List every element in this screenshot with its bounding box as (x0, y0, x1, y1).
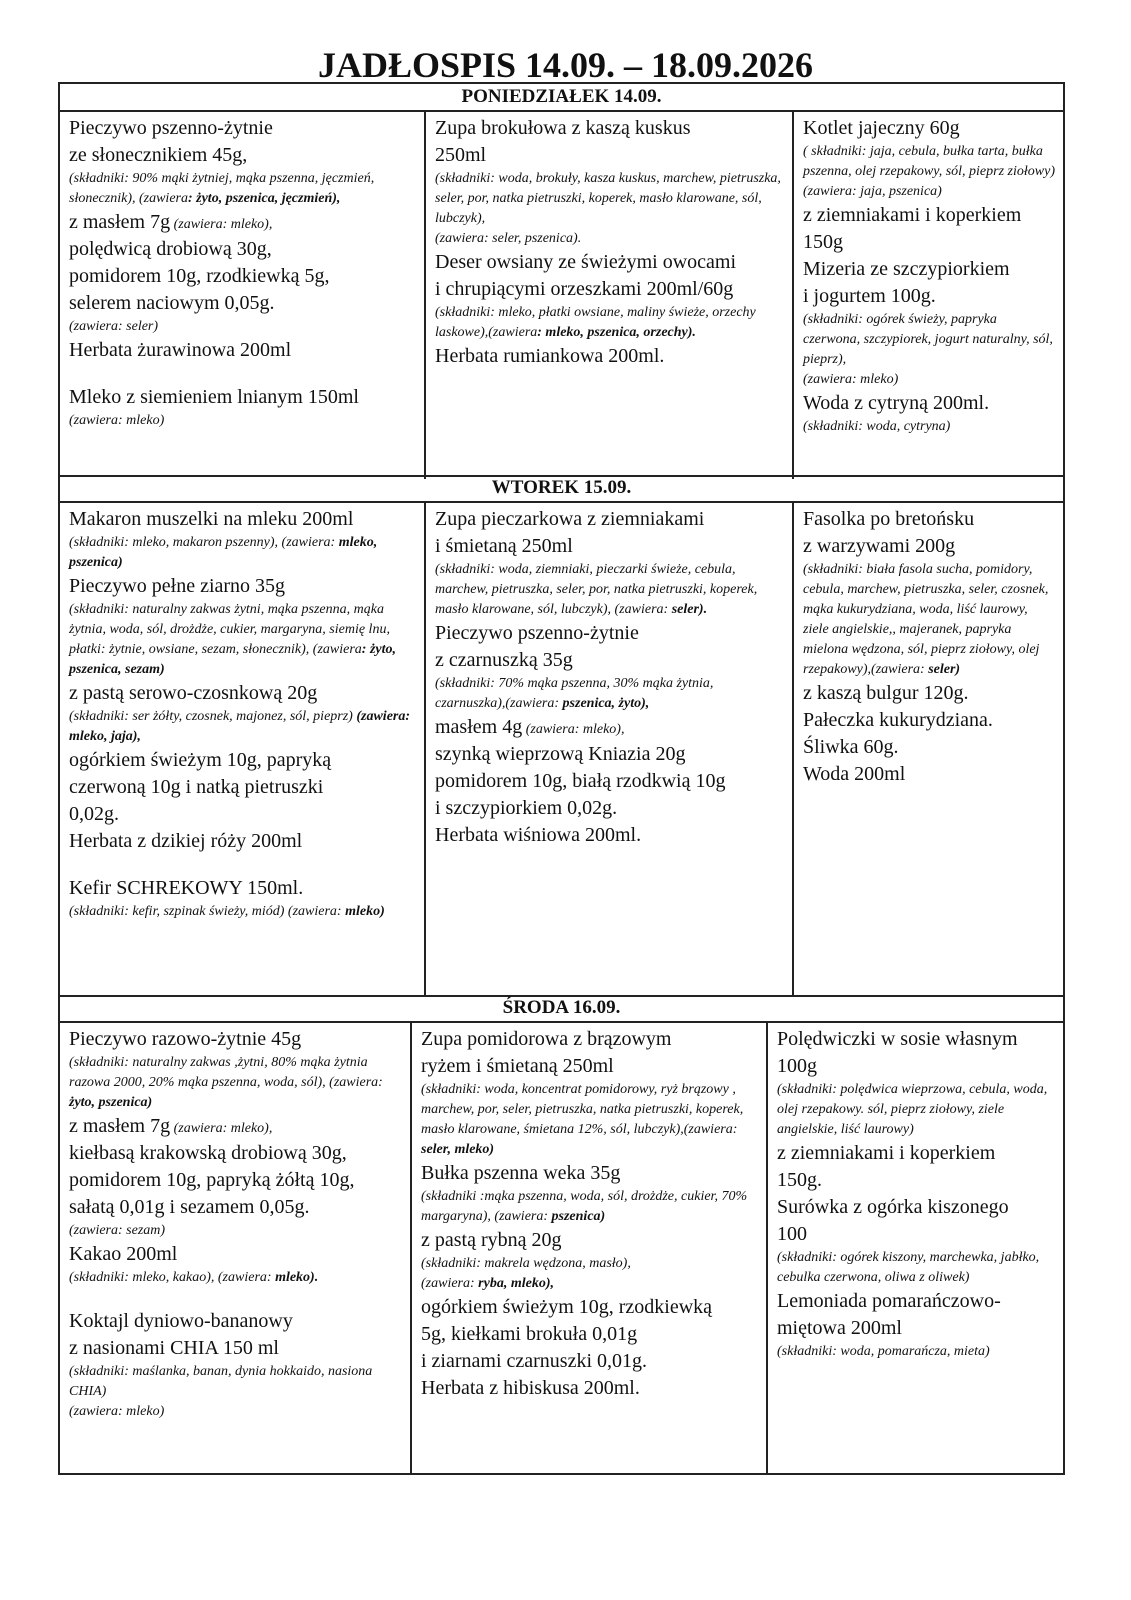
allergens-bold: ryba, mleko), (474, 1276, 554, 1291)
menu-column-lunch (410, 1023, 766, 1475)
ingredients-note (777, 1342, 1055, 1362)
menu-column-dinner (792, 503, 1063, 997)
day-heading: WTOREK 15.09. (60, 475, 1063, 503)
menu-item (435, 714, 784, 741)
menu-item (435, 506, 784, 533)
allergen-note: (zawiera: mleko), (522, 722, 625, 737)
menu-item-text: Pieczywo razowo-żytnie 45g (69, 1028, 302, 1050)
menu-item (69, 263, 416, 290)
menu-item (69, 209, 416, 236)
menu-item-text: polędwicą drobiową 30g, (69, 238, 272, 260)
menu-item-text: miętowa 200ml (777, 1317, 902, 1339)
menu-item (69, 1308, 402, 1335)
menu-item (435, 822, 784, 849)
ingredients-note (803, 417, 1055, 437)
day-block-tuesday (58, 475, 1065, 997)
menu-item (803, 256, 1055, 283)
ingredients-note (421, 1080, 758, 1160)
menu-item (69, 1167, 402, 1194)
menu-item (69, 290, 416, 317)
menu-item-text: z ziemniakami i koperkiem (777, 1142, 996, 1164)
ingredients-note (421, 1254, 758, 1274)
ingredients-note (803, 182, 1055, 202)
menu-item (69, 1335, 402, 1362)
menu-item (421, 1227, 758, 1254)
menu-item-text: Kakao 200ml (69, 1243, 178, 1265)
menu-item (69, 236, 416, 263)
ingredients-text: (składniki: naturalny zakwas żytni, mąka pszenna, mąka żytnia, woda, sól, drożdże, cukier, margaryna, siemię lnu, płatki: żytnie, owsiane, sezam, słonecznik), (zawiera (69, 602, 390, 657)
ingredients-note (803, 370, 1055, 390)
spacer (69, 1288, 402, 1308)
menu-item-text: i szczypiorkiem 0,02g. (435, 797, 618, 819)
allergens-bold: : żyto, pszenica, jęczmień), (187, 191, 341, 206)
ingredients-note (69, 169, 416, 209)
allergens-bold: : żyto, pszenica, sezam) (69, 642, 397, 677)
menu-item (777, 1140, 1055, 1167)
menu-item-text: 5g, kiełkami brokuła 0,01g (421, 1323, 638, 1345)
allergens-bold: pszenica) (548, 1209, 606, 1224)
menu-item-text: Pieczywo pszenno-żytnie (69, 117, 273, 139)
menu-column-lunch (424, 503, 792, 997)
ingredients-note (435, 303, 784, 343)
menu-item-text: Koktajl dyniowo-bananowy (69, 1310, 293, 1332)
menu-item (777, 1194, 1055, 1221)
allergens-bold: (zawiera: mleko, jaja), (69, 709, 411, 744)
menu-item (803, 680, 1055, 707)
ingredients-note (803, 310, 1055, 370)
menu-item (435, 115, 784, 142)
menu-item-text: i chrupiącymi orzeszkami 200ml/60g (435, 278, 734, 300)
menu-item (435, 768, 784, 795)
allergens-bold: mleko) (341, 904, 385, 919)
ingredients-note (69, 1402, 402, 1422)
menu-column-breakfast (60, 1023, 410, 1475)
day-block-monday (58, 82, 1065, 477)
menu-item-text: 100 (777, 1223, 807, 1245)
ingredients-text: (składniki: ogórek świeży, papryka czerwona, szczypiorek, jogurt naturalny, sól, pieprz), (803, 312, 1053, 367)
menu-item-text: 250ml (435, 144, 487, 166)
ingredients-note (803, 560, 1055, 680)
menu-item-text: Deser owsiany ze świeżymi owocami (435, 251, 737, 273)
menu-item-text: z ziemniakami i koperkiem (803, 204, 1022, 226)
menu-item-text: Herbata wiśniowa 200ml. (435, 824, 642, 846)
menu-item-text: ogórkiem świeżym 10g, rzodkiewką (421, 1296, 713, 1318)
ingredients-text: (składniki: maślanka, banan, dynia hokkaido, nasiona CHIA) (69, 1364, 373, 1399)
menu-item (421, 1053, 758, 1080)
menu-item (69, 1026, 402, 1053)
menu-item-text: czerwoną 10g i natką pietruszki (69, 776, 324, 798)
ingredients-text: (składniki: naturalny zakwas ,żytni, 80% mąka żytnia razowa 2000, 20% mąka pszenna, woda, sól), (zawiera: (69, 1055, 383, 1090)
ingredients-text: ( składniki: jaja, cebula, bułka tarta, bułka pszenna, olej rzepakowy, sól, pieprz ziołowy) (803, 144, 1055, 179)
menu-item-text: Pałeczka kukurydziana. (803, 709, 993, 731)
menu-item (777, 1288, 1055, 1315)
menu-item-text: kiełbasą krakowską drobiową 30g, (69, 1142, 347, 1164)
menu-item-text: Makaron muszelki na mleku 200ml (69, 508, 354, 530)
ingredients-text: (zawiera: mleko) (69, 1404, 165, 1419)
menu-item-text: z masłem 7g (69, 1115, 171, 1137)
menu-item (69, 142, 416, 169)
menu-item (803, 533, 1055, 560)
menu-item-text: Mleko z siemieniem lnianym 150ml (69, 386, 359, 408)
menu-item (421, 1348, 758, 1375)
menu-item (421, 1294, 758, 1321)
menu-item-text: i ziarnami czarnuszki 0,01g. (421, 1350, 648, 1372)
menu-item (435, 533, 784, 560)
spacer (69, 855, 416, 875)
ingredients-note (435, 229, 784, 249)
menu-item (69, 1140, 402, 1167)
menu-item (803, 707, 1055, 734)
day-block-wednesday (58, 995, 1065, 1475)
ingredients-text: (zawiera: mleko) (803, 372, 899, 387)
menu-item (69, 747, 416, 774)
ingredients-text: (składniki: mleko, płatki owsiane, maliny świeże, orzechy laskowe),(zawiera (435, 305, 756, 340)
ingredients-text: (składniki: woda, koncentrat pomidorowy, ryż brązowy , marchew, por, seler, pietruszka, natka pietruszki, koperek, masło klarowane, śmietana 12%, sól, lubczyk),(zawiera: (421, 1082, 744, 1137)
menu-column-dinner (766, 1023, 1063, 1475)
ingredients-text: (zawiera: sezam) (69, 1223, 166, 1238)
menu-item (777, 1167, 1055, 1194)
allergen-note: (zawiera: mleko), (170, 217, 273, 232)
menu-item (777, 1026, 1055, 1053)
menu-item (777, 1315, 1055, 1342)
menu-item-text: i jogurtem 100g. (803, 285, 936, 307)
menu-item (69, 680, 416, 707)
menu-item (435, 249, 784, 276)
menu-item-text: masłem 4g (435, 716, 523, 738)
menu-item-text: Pieczywo pełne ziarno 35g (69, 575, 286, 597)
menu-item-text: Lemoniada pomarańczowo- (777, 1290, 1001, 1312)
menu-item-text: Zupa brokułowa z kaszą kuskus (435, 117, 691, 139)
ingredients-note (435, 560, 784, 620)
menu-column-breakfast (60, 503, 424, 997)
allergens-bold: żyto, pszenica) (69, 1095, 153, 1110)
menu-item-text: 0,02g. (69, 803, 119, 825)
menu-item (69, 384, 416, 411)
menu-item-text: z pastą rybną 20g (421, 1229, 562, 1251)
spacer (69, 364, 416, 384)
allergens-bold: mleko). (271, 1270, 319, 1285)
menu-item-text: Herbata rumiankowa 200ml. (435, 345, 665, 367)
ingredients-note (69, 533, 416, 573)
menu-item (421, 1375, 758, 1402)
menu-item-text: 100g (777, 1055, 817, 1077)
menu-item (803, 506, 1055, 533)
menu-item-text: szynką wieprzową Kniazia 20g (435, 743, 686, 765)
menu-item-text: ze słonecznikiem 45g, (69, 144, 248, 166)
menu-item-text: 150g. (777, 1169, 822, 1191)
menu-item (803, 229, 1055, 256)
menu-item (69, 506, 416, 533)
menu-item-text: Mizeria ze szczypiorkiem (803, 258, 1010, 280)
menu-item (803, 734, 1055, 761)
ingredients-note (69, 902, 416, 922)
menu-item-text: Zupa pomidorowa z brązowym (421, 1028, 672, 1050)
menu-item (435, 741, 784, 768)
menu-item-text: pomidorem 10g, papryką żółtą 10g, (69, 1169, 355, 1191)
menu-column-breakfast (60, 112, 424, 479)
menu-item (69, 1241, 402, 1268)
menu-item-text: pomidorem 10g, rzodkiewką 5g, (69, 265, 330, 287)
ingredients-text: (składniki: mleko, kakao), (zawiera: (69, 1270, 272, 1285)
ingredients-note (421, 1274, 758, 1294)
menu-item-text: Surówka z ogórka kiszonego (777, 1196, 1009, 1218)
ingredients-note (435, 169, 784, 229)
menu-item (69, 774, 416, 801)
menu-column-dinner (792, 112, 1063, 479)
ingredients-text: (zawiera: seler, pszenica). (435, 231, 582, 246)
menu-item-text: Herbata z dzikiej róży 200ml (69, 830, 303, 852)
allergens-bold: seler) (924, 662, 961, 677)
menu-item-text: z warzywami 200g (803, 535, 956, 557)
ingredients-note (421, 1187, 758, 1227)
menu-item-text: pomidorem 10g, białą rzodkwią 10g (435, 770, 726, 792)
allergen-note: (zawiera: mleko), (170, 1121, 273, 1136)
ingredients-note (435, 674, 784, 714)
ingredients-text: (zawiera: jaja, pszenica) (803, 184, 942, 199)
ingredients-text: (składniki: woda, ziemniaki, pieczarki świeże, cebula, marchew, pietruszka, seler, por, natka pietruszki, koperek, masło klarowane, sól, lubczyk), (zawiera: (435, 562, 758, 617)
ingredients-note (69, 1053, 402, 1113)
ingredients-text: (składniki: mleko, makaron pszenny), (zawiera: (69, 535, 336, 550)
menu-item-text: Kefir SCHREKOWY 150ml. (69, 877, 304, 899)
menu-item (803, 202, 1055, 229)
menu-column-lunch (424, 112, 792, 479)
day-heading: ŚRODA 16.09. (60, 995, 1063, 1023)
menu-item-text: Herbata z hibiskusa 200ml. (421, 1377, 640, 1399)
menu-item (69, 801, 416, 828)
ingredients-text: (zawiera: mleko) (69, 413, 165, 428)
menu-item (435, 276, 784, 303)
allergens-bold: seler, mleko) (421, 1142, 495, 1157)
menu-item-text: Pieczywo pszenno-żytnie (435, 622, 639, 644)
menu-item (777, 1221, 1055, 1248)
ingredients-text: (składniki: biała fasola sucha, pomidory, cebula, marchew, pietruszka, seler, czosnek, mąka kukurydziana, woda, liść laurowy, ziele angielskie,, majeranek, papryka mielona wędzona, sól, pieprz ziołowy, olej rzepakowy),(zawiera: (803, 562, 1049, 677)
menu-item-text: Woda 200ml (803, 763, 906, 785)
ingredients-text: (składniki: polędwica wieprzowa, cebula, woda, olej rzepakowy. sól, pieprz ziołowy, ziele angielskie, liść laurowy) (777, 1082, 1048, 1137)
ingredients-text: (składniki: woda, cytryna) (803, 419, 951, 434)
menu-item (69, 337, 416, 364)
menu-item-text: Polędwiczki w sosie własnym (777, 1028, 1018, 1050)
ingredients-note (69, 1268, 402, 1288)
menu-item (803, 390, 1055, 417)
ingredients-note (777, 1080, 1055, 1140)
menu-item (421, 1026, 758, 1053)
day-heading: PONIEDZIAŁEK 14.09. (60, 84, 1063, 112)
ingredients-note (69, 707, 416, 747)
ingredients-text: (zawiera: (421, 1276, 475, 1291)
menu-item (69, 1194, 402, 1221)
ingredients-text: (składniki: woda, pomarańcza, mieta) (777, 1344, 990, 1359)
menu-item-text: ogórkiem świeżym 10g, papryką (69, 749, 332, 771)
menu-item-text: Śliwka 60g. (803, 736, 899, 758)
menu-item (435, 795, 784, 822)
menu-item (69, 1113, 402, 1140)
menu-item (69, 115, 416, 142)
menu-item (803, 283, 1055, 310)
menu-item-text: selerem naciowym 0,05g. (69, 292, 275, 314)
ingredients-note (803, 142, 1055, 182)
menu-title: JADŁOSPIS 14.09. – 18.09.2026 (317, 45, 814, 85)
ingredients-text: (składniki :mąka pszenna, woda, sól, drożdże, cukier, 70% margaryna), (zawiera: (421, 1189, 748, 1224)
menu-item-text: Herbata żurawinowa 200ml (69, 339, 292, 361)
ingredients-text: (składniki: 90% mąki żytniej, mąka pszenna, jęczmień, słonecznik), (zawiera (69, 171, 375, 206)
menu-item-text: 150g (803, 231, 843, 253)
ingredients-note (69, 1362, 402, 1402)
ingredients-note (69, 411, 416, 431)
menu-item (69, 875, 416, 902)
ingredients-note (69, 317, 416, 337)
ingredients-note (69, 600, 416, 680)
menu-item-text: Bułka pszenna weka 35g (421, 1162, 621, 1184)
menu-item-text: ryżem i śmietaną 250ml (421, 1055, 614, 1077)
ingredients-text: (składniki: 70% mąka pszenna, 30% mąka żytnia, czarnuszka),(zawiera: (435, 676, 714, 711)
menu-item-text: i śmietaną 250ml (435, 535, 573, 557)
menu-item-text: Fasolka po bretońsku (803, 508, 975, 530)
ingredients-text: (zawiera: seler) (69, 319, 159, 334)
menu-item (69, 828, 416, 855)
menu-item-text: z kaszą bulgur 120g. (803, 682, 969, 704)
menu-item (435, 343, 784, 370)
menu-item-text: sałatą 0,01g i sezamem 0,05g. (69, 1196, 310, 1218)
ingredients-text: (składniki: ogórek kiszony, marchewka, jabłko, cebulka czerwona, oliwa z oliwek) (777, 1250, 1040, 1285)
menu-item (435, 620, 784, 647)
ingredients-text: (składniki: woda, brokuły, kasza kuskus, marchew, pietruszka, seler, por, natka pietruszki, koperek, masło klarowane, sól, lubczyk), (435, 171, 781, 226)
menu-item (435, 142, 784, 169)
ingredients-text: (składniki: ser żółty, czosnek, majonez, sól, pieprz) (69, 709, 353, 724)
allergens-bold: : mleko, pszenica, orzechy). (537, 325, 696, 340)
ingredients-note (777, 1248, 1055, 1288)
menu-item (803, 761, 1055, 788)
menu-item-text: z nasionami CHIA 150 ml (69, 1337, 279, 1359)
menu-item-text: z pastą serowo-czosnkową 20g (69, 682, 318, 704)
menu-item (777, 1053, 1055, 1080)
ingredients-text: (składniki: kefir, szpinak świeży, miód) (zawiera: (69, 904, 342, 919)
ingredients-text: (składniki: makrela wędzona, masło), (421, 1256, 631, 1271)
menu-item-text: z czarnuszką 35g (435, 649, 573, 671)
menu-item-text: z masłem 7g (69, 211, 171, 233)
menu-item (421, 1321, 758, 1348)
allergens-bold: seler). (668, 602, 708, 617)
menu-item-text: Kotlet jajeczny 60g (803, 117, 960, 139)
menu-item (421, 1160, 758, 1187)
menu-item (435, 647, 784, 674)
ingredients-note (69, 1221, 402, 1241)
allergens-bold: mleko, pszenica) (69, 535, 378, 570)
menu-item-text: Woda z cytryną 200ml. (803, 392, 990, 414)
menu-item-text: Zupa pieczarkowa z ziemniakami (435, 508, 705, 530)
menu-item (69, 573, 416, 600)
menu-item (803, 115, 1055, 142)
allergens-bold: pszenica, żyto), (559, 696, 650, 711)
